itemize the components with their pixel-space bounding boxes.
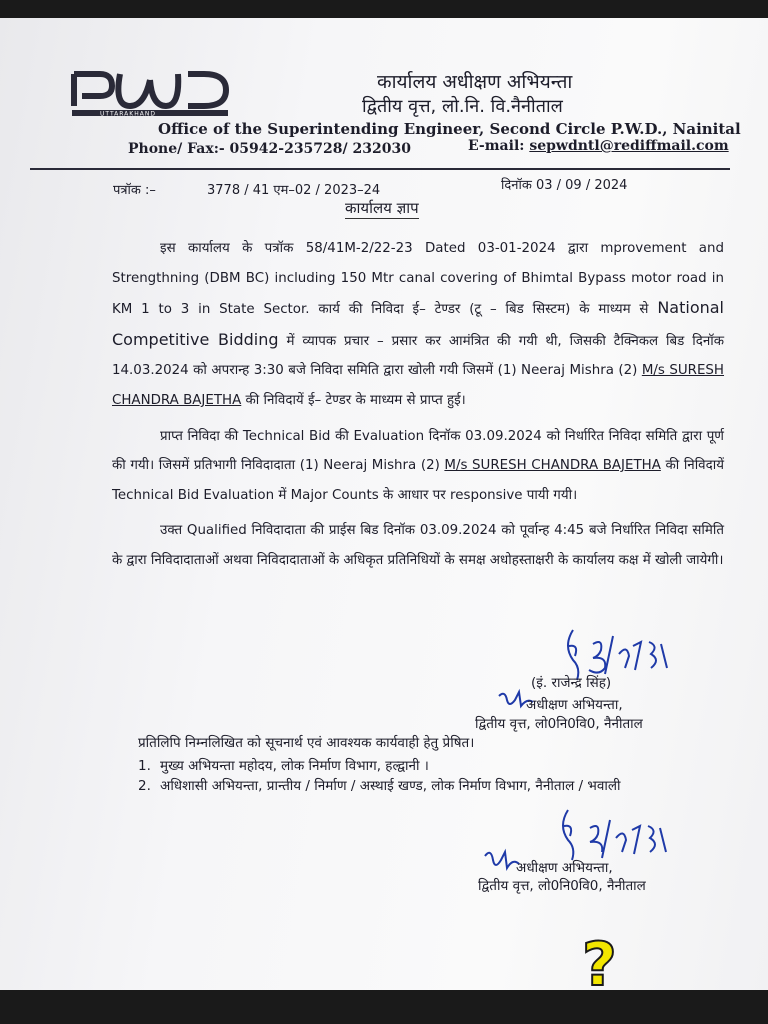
logo-sub-text: UTTARAKHAND [100, 110, 156, 118]
memo-title: कार्यालय ज्ञाप [345, 199, 419, 217]
list-item-text: मुख्य अभियन्ता महोदय, लोक निर्माण विभाग, हल्द्वानी । [160, 758, 429, 774]
circle-title-hindi: द्वितीय वृत्त, लो.नि. वि.नैनीताल [362, 96, 563, 117]
p1-text-a: इस कार्यालय के पत्रॉक 58/41M-2/22-23 Dated 03-01-2024 द्वारा mprovement and Strengthning (DBM BC) including 150 Mtr canal covering of Bhimtal Bypass motor road in KM 1 to 3 in State Sector. कार्य की निविदा ई– टेण्डर (टू – बिड सिस्टम) के माध्यम से [112, 241, 724, 318]
office-title-hindi: कार्यालय अधीक्षण अभियन्ता [377, 71, 573, 93]
list-item [138, 756, 658, 776]
list-item [138, 776, 658, 796]
paragraph-3: उक्त Qualified निविदादाता की प्राईस बिड दिनॉक 03.09.2024 को पूर्वान्ह 4:45 बजे निर्धारित निविदा समिति के द्वारा निविदादाताओं अथवा निविदादाताओं के अधिकृत प्रतिनिधियों के समक्ष अधोहस्ताक्षरी के कार्यालय कक्ष में खोली जायेगी। [112, 523, 724, 568]
copy-to-list [138, 756, 658, 796]
paragraph-2 [112, 422, 724, 511]
signatory-office: द्वितीय वृत्त, लो0नि0वि0, नैनीताल [475, 716, 643, 732]
list-item-number: 2. [138, 778, 151, 794]
p1-text-b: में व्यापक प्रचार – प्रसार कर आमंत्रित की गयी थी, जिसकी टैक्निकल बिड दिनॉक 14.03.2024 को अपरान्ह 3:30 बजे निविदा समिति द्वारा खोली गयी जिसमें (1) Neeraj Mishra (2) [112, 333, 725, 379]
list-item-text: अधिशासी अभियन्ता, प्रान्तीय / निर्माण / अस्थाई खण्ड, लोक निर्माण विभाग, नैनीताल / भवाली [160, 778, 621, 794]
signatory-name: (इं. राजेन्द्र सिंह) [531, 675, 612, 691]
reference-label: पत्रॉक :– [113, 183, 156, 198]
header-divider [30, 168, 730, 170]
signatory-designation: अधीक्षण अभियन्ता, [526, 697, 623, 713]
p1-bidding-type: National Competitive Bidding [112, 298, 724, 349]
email-line [468, 138, 729, 154]
signature-2-handwriting [552, 808, 677, 864]
p2-text-b: की निविदायें Technical Bid Evaluation में Major Counts के आधार पर responsive पायी गयी। [112, 458, 724, 503]
p2-text-a: प्राप्त निविदा की Technical Bid की Evaluation दिनॉक 03.09.2024 को निर्धारित निविदा समिति द्वारा पूर्ण की गयी। जिसमें प्रतिभागी निविदादाता (1) Neeraj Mishra (2) [112, 428, 724, 474]
p1-bidder-name: M/s SURESH CHANDRA BAJETHA [112, 363, 725, 408]
pwd-logo [70, 66, 230, 118]
reference-number: 3778 / 41 एम–02 / 2023–24 [207, 183, 381, 198]
phone-fax: Phone/ Fax:- 05942-235728/ 232030 [128, 141, 411, 157]
question-mark-overlay: ? [582, 930, 617, 1000]
copy-to-intro: प्रतिलिपि निम्नलिखित को सूचनार्थ एवं आवश्यक कार्यवाही हेतु प्रेषित। [138, 735, 475, 751]
p1-text-c: की निविदायें ई– टेण्डर के माध्यम से प्राप्त हुई। [241, 392, 466, 408]
memo-body [112, 234, 724, 582]
email-label: E-mail: [468, 138, 530, 154]
email-link[interactable]: sepwdntl@rediffmail.com [529, 138, 729, 154]
list-item-number: 1. [138, 758, 151, 774]
signatory-2-office: द्वितीय वृत्त, लो0नि0वि0, नैनीताल [478, 878, 646, 894]
document-date: दिनॉक 03 / 09 / 2024 [501, 178, 628, 193]
p2-bidder-name: M/s SURESH CHANDRA BAJETHA [444, 458, 661, 474]
paragraph-1 [112, 234, 724, 416]
signatory-2-designation: अधीक्षण अभियन्ता, [516, 860, 613, 876]
document-page [0, 18, 768, 1000]
office-title-english: Office of the Superintending Engineer, Second Circle P.W.D., Nainital [158, 120, 741, 138]
